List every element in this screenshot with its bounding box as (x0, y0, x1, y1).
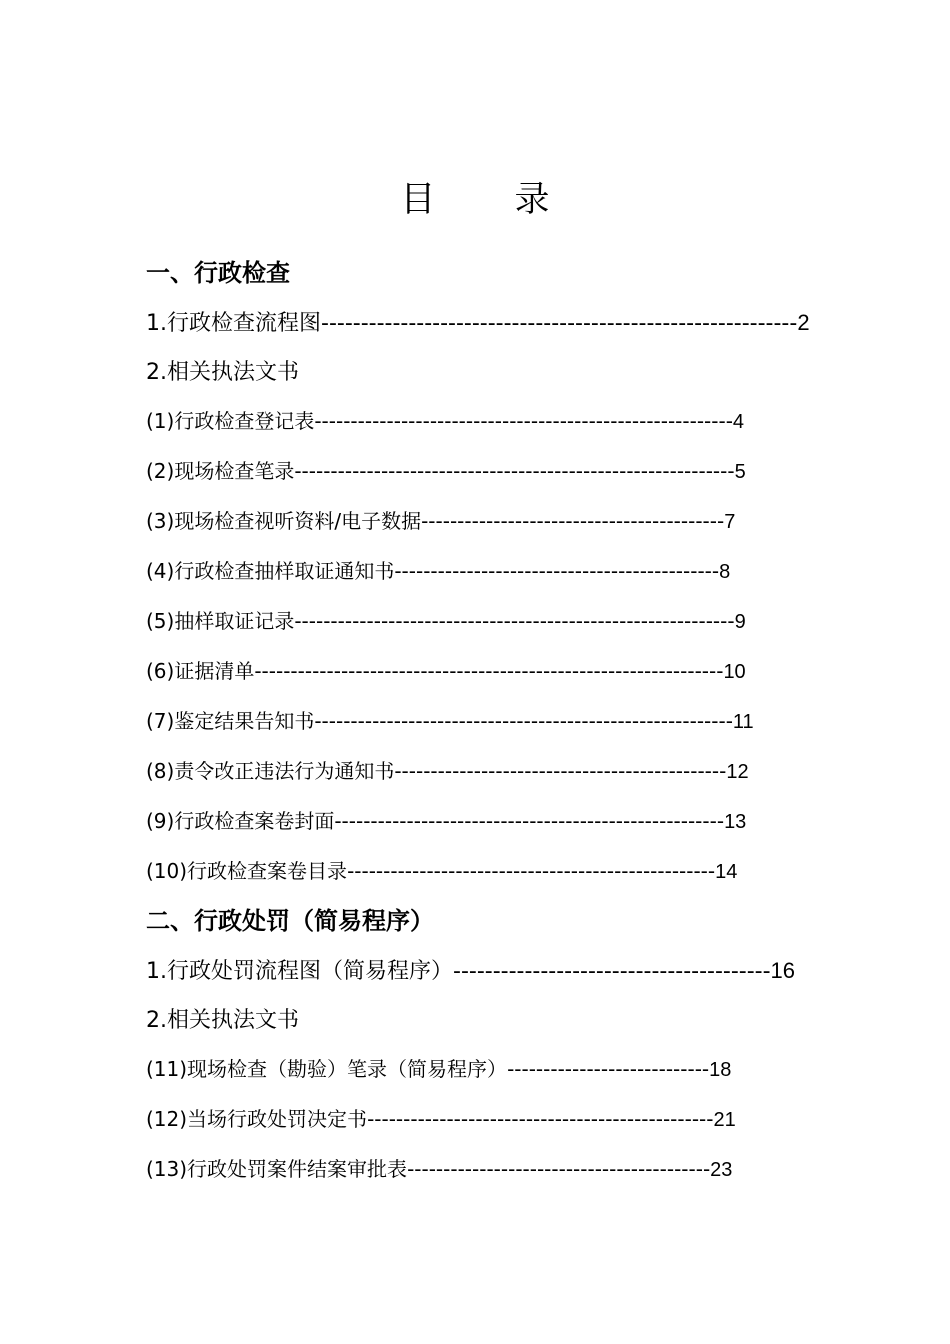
toc-entry-label: (2)现场检查笔录 (146, 459, 295, 483)
toc-entry-label: 1.行政检查流程图 (146, 311, 321, 336)
section-heading-2: 二、行政处罚（简易程序） (146, 907, 434, 935)
toc-page-number: 4 (732, 411, 745, 433)
toc-entry-doc-5[interactable] (146, 604, 746, 639)
toc-leader: ------------------------------------------------------ (334, 809, 725, 833)
toc-entry-label: (6)证据清单 (146, 659, 255, 683)
toc-entry-label: (10)行政检查案卷目录 (146, 859, 348, 883)
toc-leader: ---------------------------------------------------------- (314, 709, 733, 733)
toc-entry-doc-4[interactable] (146, 554, 730, 589)
toc-entry-doc-9[interactable] (146, 804, 746, 839)
toc-page-number: 12 (726, 761, 749, 783)
toc-entry-label: 1.行政处罚流程图（简易程序） (146, 959, 453, 984)
toc-leader: ------------------------------------------------------------ (321, 311, 798, 336)
toc-page-number: 11 (732, 711, 754, 733)
toc-entry-label: (1)行政检查登记表 (146, 409, 315, 433)
toc-page-number: 13 (724, 811, 747, 833)
toc-entry-label: (13)行政处罚案件结案审批表 (146, 1157, 408, 1181)
toc-leader: ----------------------------------------------------------------- (254, 659, 724, 683)
toc-entry-label: (11)现场检查（勘验）笔录（简易程序） (146, 1057, 508, 1081)
toc-entry-label: (3)现场检查视听资料/电子数据 (146, 509, 422, 533)
toc-page-number: 14 (715, 861, 738, 883)
toc-subheading-documents-1 (146, 356, 299, 390)
toc-entry-doc-7[interactable] (146, 704, 754, 739)
toc-entry-label: (9)行政检查案卷封面 (146, 809, 335, 833)
toc-entry-label: (4)行政检查抽样取证通知书 (146, 559, 395, 583)
toc-entry-label: (5)抽样取证记录 (146, 609, 295, 633)
toc-entry-doc-11[interactable] (146, 1052, 731, 1087)
toc-page-number: 10 (723, 661, 746, 683)
toc-entry-doc-6[interactable] (146, 654, 746, 689)
toc-entry-doc-13[interactable] (146, 1152, 732, 1187)
section-heading-1: 一、行政检查 (146, 259, 290, 287)
toc-page-number: 21 (713, 1109, 736, 1131)
toc-page-number: 16 (770, 958, 796, 983)
toc-entry-doc-12[interactable] (146, 1102, 736, 1137)
toc-leader: ------------------------------------------------------------- (294, 609, 735, 633)
toc-leader: ------------------------------------------------------------- (294, 459, 735, 483)
toc-entry-flowchart-2[interactable] (146, 954, 795, 989)
toc-page-number: 7 (724, 511, 736, 533)
toc-entry-doc-1[interactable] (146, 404, 744, 439)
toc-entry-doc-2[interactable] (146, 454, 746, 489)
toc-leader: --------------------------------------------------- (347, 859, 716, 883)
toc-page-number: 8 (719, 561, 731, 583)
toc-leader: ---------------------------- (507, 1057, 710, 1081)
toc-page-number: 2 (797, 310, 810, 335)
toc-subheading-documents-2 (146, 1004, 299, 1038)
toc-leader: ------------------------------------------ (421, 509, 725, 533)
toc-entry-label: 2.相关执法文书 (146, 360, 299, 385)
toc-leader: --------------------------------------------- (394, 559, 720, 583)
toc-entry-doc-3[interactable] (146, 504, 735, 539)
toc-entry-label: (12)当场行政处罚决定书 (146, 1107, 368, 1131)
page-title: 目 录 (400, 180, 584, 220)
toc-leader: ------------------------------------------ (407, 1157, 711, 1181)
toc-leader: ---------------------------------------- (453, 959, 771, 984)
toc-entry-label: (8)责令改正违法行为通知书 (146, 759, 395, 783)
toc-entry-label: (7)鉴定结果告知书 (146, 709, 315, 733)
toc-page-number: 18 (709, 1059, 732, 1081)
toc-leader: ---------------------------------------------------------- (314, 409, 733, 433)
toc-entry-doc-10[interactable] (146, 854, 737, 889)
toc-page-number: 5 (734, 461, 746, 483)
toc-entry-label: 2.相关执法文书 (146, 1008, 299, 1033)
toc-leader: ------------------------------------------------ (367, 1107, 714, 1131)
toc-page-number: 23 (710, 1159, 733, 1181)
toc-entry-flowchart-1[interactable] (146, 306, 810, 341)
toc-leader: ---------------------------------------------- (394, 759, 727, 783)
toc-entry-doc-8[interactable] (146, 754, 749, 789)
toc-page-number: 9 (734, 611, 746, 633)
